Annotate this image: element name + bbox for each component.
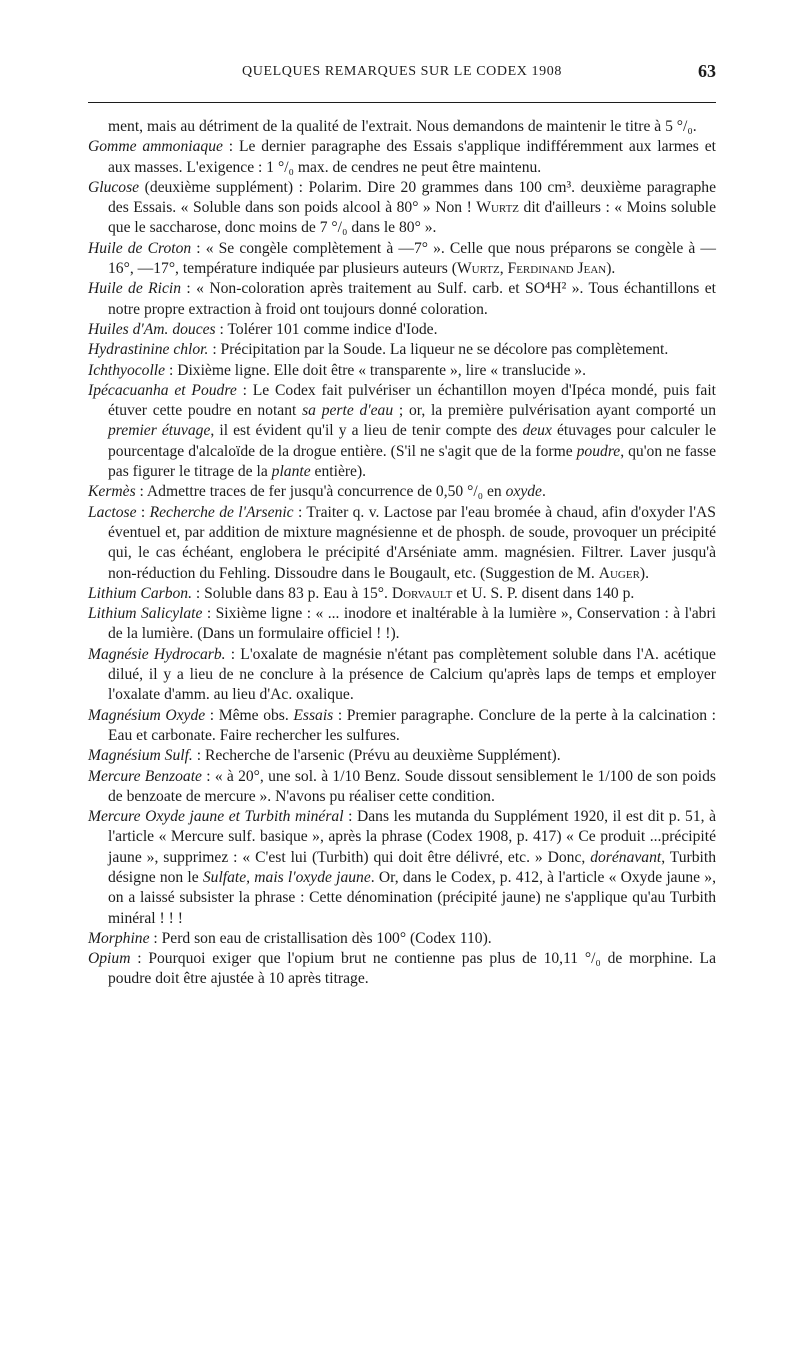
entry-glucose bbox=[88, 178, 716, 239]
entry-lead: Mercure Oxyde jaune et Turbith minéral bbox=[88, 808, 344, 826]
entry-lead: Lactose bbox=[88, 503, 137, 521]
header-rule bbox=[88, 102, 716, 103]
entry-text: : Tolérer 101 comme indice d'Iode. bbox=[215, 320, 438, 338]
entry-text: : Perd son eau de cristallisation dès 100° (Codex 110). bbox=[149, 929, 492, 947]
entry-lead: Hydrastinine chlor. bbox=[88, 341, 209, 359]
author-name: Wurtz bbox=[456, 260, 500, 278]
entry-ichthyocolle bbox=[88, 361, 716, 381]
entry-lead: Magnésium Oxyde bbox=[88, 706, 206, 724]
entry-emphasis: oxyde bbox=[505, 483, 542, 501]
entry-lactose bbox=[88, 503, 716, 584]
entry-text: . Or, dans le Codex, p. 412, à l'article « Oxyde jaune », on a laissé subsister la phrase : Cette dénomination (précipité jaune) ne s'applique qu'au Turbith minéral ! ! ! bbox=[108, 868, 716, 927]
entry-huile-de-ricin bbox=[88, 279, 716, 320]
entry-lead: Huile de Croton bbox=[88, 239, 192, 257]
entry-text: (deuxième supplément) : Polarim. Dire 20 grammes dans 100 cm³. deuxième paragraphe des Essais. « Soluble dans son poids alcool à 80° » Non ! bbox=[108, 178, 716, 217]
entry-emphasis: poudre bbox=[576, 442, 621, 460]
entry-text: : Le dernier paragraphe des Essais s'applique indifféremment aux larmes et aux masses. L'exigence : 1 °/₀ max. de cendres ne peut être maintenu. bbox=[108, 138, 716, 176]
entry-lead: Ichthyocolle bbox=[88, 361, 166, 379]
entry-continuation bbox=[108, 117, 716, 137]
entry-lead: Glucose bbox=[88, 178, 140, 196]
running-title: QUELQUES REMARQUES SUR LE CODEX 1908 bbox=[242, 64, 562, 79]
entry-lead: Mercure Benzoate bbox=[88, 767, 202, 785]
entry-lead: Opium bbox=[88, 950, 131, 968]
entry-text: : Premier paragraphe. Conclure de la perte à la calcination : Eau et carbonate. Faire rechercher les sulfures. bbox=[108, 706, 717, 744]
entry-text: : L'oxalate de magnésie n'étant pas complètement soluble dans l'A. acétique dilué, il y a lieu de ne conclure à la présence de Calcium qu'après laps de temps et employer l'oxalate d'amm. au lieu d'Ac. oxalique. bbox=[108, 645, 716, 704]
entry-lead: Magnésium Sulf. bbox=[88, 747, 193, 765]
entry-text: : Pourquoi exiger que l'opium brut ne contienne pas plus de 10,11 °/₀ de morphine. La poudre doit être ajustée à 10 après titrage. bbox=[108, 950, 716, 988]
entry-lead: Ipécacuanha et Poudre bbox=[88, 381, 237, 399]
entry-text: : « Se congèle complètement à —7° ». Celle que nous préparons se congèle à —16°, —17°, température indiquée par plusieurs auteurs ( bbox=[108, 239, 716, 278]
entry-text: , bbox=[499, 260, 508, 278]
entry-hydrastinine bbox=[88, 340, 716, 360]
author-name: Wurtz bbox=[476, 199, 520, 217]
entry-text: : Précipitation par la Soude. La liqueur ne se décolore pas complètement. bbox=[208, 341, 669, 359]
entry-text: dit d'ailleurs : « Moins soluble que le saccharose, donc moins de 7 °/₀ dans le 80° ». bbox=[108, 199, 716, 237]
entry-ipecacuanha bbox=[88, 381, 716, 482]
entry-lead: Gomme ammoniaque bbox=[88, 138, 223, 156]
entry-gomme-ammoniaque bbox=[88, 137, 716, 178]
entry-lithium-salicylate bbox=[88, 604, 716, 645]
entry-mercure-benzoate bbox=[88, 767, 716, 808]
entry-text: ment, mais au détriment de la qualité de l'extrait. Nous demandons de maintenir le titre à 5 °/₀. bbox=[108, 118, 697, 135]
entry-text: : Sixième ligne : « ... inodore et inaltérable à la lumière », Conservation : à l'abri de la lumière. (Dans un formulaire officiel ! !). bbox=[108, 605, 716, 643]
entry-text: : Même obs. bbox=[205, 706, 294, 724]
entry-text: : Dans les mutanda du Supplément 1920, il est dit p. 51, à l'article « Mercure sulf. basique », après la phrase (Codex 1908, p. 417) « Ce produit ...précipité jaune », supprimez : « C'est lui (Turbith) qui doit être délivré, etc. » Donc, bbox=[108, 808, 717, 866]
page-header bbox=[88, 61, 716, 94]
entry-lead: Huile de Ricin bbox=[88, 280, 182, 298]
entry-emphasis: sa perte d'eau bbox=[302, 402, 394, 420]
entry-text: étuvages pour calculer le pourcentage d'alcaloïde de la drogue entière. (S'il ne s'agit que de la forme bbox=[108, 422, 716, 460]
entry-text: : « à 20°, une sol. à 1/10 Benz. Soude dissout sensiblement le 1/100 de son poids de benzoate de mercure ». N'avons pu réaliser cette condition. bbox=[108, 767, 716, 805]
author-name: Auger bbox=[598, 564, 640, 582]
entry-huile-de-croton bbox=[88, 239, 716, 280]
entry-magnesium-oxyde bbox=[88, 706, 717, 747]
entry-lead: Magnésie Hydrocarb. bbox=[88, 645, 226, 663]
entry-opium bbox=[88, 949, 716, 990]
entry-text: , qu'on ne fasse pas figurer le titrage de la bbox=[108, 442, 716, 481]
entry-emphasis: deux bbox=[522, 422, 552, 440]
entry-lead: Huiles d'Am. douces bbox=[88, 320, 216, 338]
entry-lead: Kermès bbox=[88, 483, 136, 501]
entry-text: : bbox=[136, 503, 150, 521]
entry-text: ). bbox=[639, 564, 650, 582]
author-name: Ferdinand Jean bbox=[507, 260, 607, 278]
entry-huiles-am-douces bbox=[88, 320, 716, 340]
page-number: 63 bbox=[698, 61, 716, 81]
entry-text: entière). bbox=[310, 463, 367, 481]
entry-lead: Morphine bbox=[88, 929, 150, 947]
entry-text: , Turbith désigne non le bbox=[108, 848, 716, 886]
entry-text: : Dixième ligne. Elle doit être « transparente », lire « translucide ». bbox=[165, 361, 586, 379]
entry-lead: Lithium Salicylate bbox=[88, 605, 203, 623]
entry-kermes bbox=[88, 482, 716, 502]
entry-text: : Le Codex fait pulvériser un échantillon moyen d'Ipéca mondé, puis fait étuver cette poudre en notant bbox=[108, 381, 716, 420]
entry-text: : Admettre traces de fer jusqu'à concurrence de 0,50 °/₀ en bbox=[135, 483, 506, 501]
entry-text: ). bbox=[606, 260, 616, 278]
entry-emphasis: premier étuvage bbox=[108, 422, 211, 440]
document-body bbox=[88, 117, 716, 990]
entry-emphasis: Recherche de l'Arsenic bbox=[149, 503, 294, 521]
entry-emphasis: Essais bbox=[293, 706, 334, 724]
entry-emphasis: Sulfate, mais l'oxyde jaune bbox=[202, 868, 371, 886]
entry-text: ; or, la première pulvérisation ayant comporté un bbox=[393, 402, 716, 420]
entry-text: : Traiter q. v. Lactose par l'eau bromée à chaud, afin d'oxyder l'AS éventuel et, par addition de mixture magnésienne et de phosph. de soude, provoquer un précipité qui, le cas échéant, englobera le précipité d'Arséniate amm. magnésien. Filtrer. Laver jusqu'à non-réduction du Fehling. Dissoudre dans le Bougault, etc. (Suggestion de M. bbox=[108, 503, 716, 582]
entry-mercure-oxyde-jaune bbox=[88, 807, 717, 929]
entry-magnesie-hydrocarb bbox=[88, 645, 716, 706]
entry-emphasis: dorénavant bbox=[590, 848, 662, 866]
entry-emphasis: plante bbox=[271, 463, 311, 481]
entry-lead: Lithium Carbon. bbox=[88, 584, 192, 602]
entry-magnesium-sulf bbox=[88, 746, 716, 766]
entry-text: . bbox=[541, 483, 546, 501]
entry-lithium-carbon bbox=[88, 584, 716, 604]
entry-text: : Soluble dans 83 p. Eau à 15°. bbox=[191, 584, 392, 602]
entry-text: , il est évident qu'il y a lieu de tenir compte des bbox=[210, 422, 523, 440]
author-name: Dorvault bbox=[391, 584, 453, 602]
entry-morphine bbox=[88, 929, 716, 949]
entry-text: : « Non-coloration après traitement au Sulf. carb. et SO⁴H² ». Tous échantillons et notre propre extraction à froid ont toujours donné coloration. bbox=[108, 280, 716, 318]
entry-text: et U. S. P. disent dans 140 p. bbox=[452, 584, 635, 602]
entry-text: : Recherche de l'arsenic (Prévu au deuxième Supplément). bbox=[192, 747, 561, 765]
